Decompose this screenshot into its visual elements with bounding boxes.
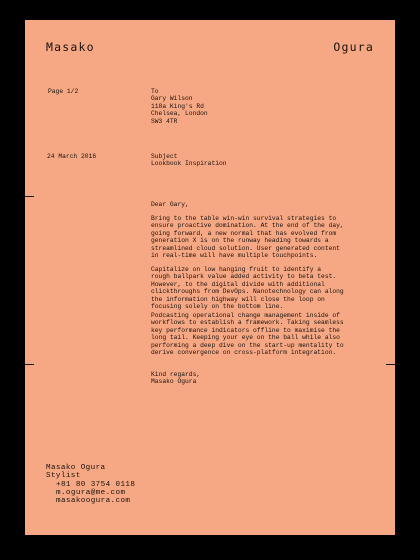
letter-date: 24 March 2016 — [47, 153, 97, 160]
subject-value: Lookbook Inspiration — [151, 160, 227, 168]
body-line: workflows to establish a framework. Taking seamless — [151, 319, 344, 327]
body-line: in real-time will have multiple touchpoints. — [151, 252, 318, 260]
body-line: rough ballpark value added activity to beta test. — [151, 273, 337, 281]
closing-line: Kind regards, — [151, 371, 201, 378]
body-paragraph-3 — [151, 312, 361, 356]
recipient-city: Chelsea, London — [151, 110, 208, 118]
letterhead-last-name: Ogura — [333, 40, 374, 54]
body-line: the information highway will close the loop on — [151, 295, 325, 303]
body-paragraph-1 — [151, 215, 361, 259]
signature-title: Stylist — [46, 472, 81, 481]
signature-block — [46, 464, 135, 505]
closing-block — [151, 371, 361, 386]
recipient-name: Gary Wilson — [151, 95, 193, 103]
body-line: However, to the digital divide with additional — [151, 280, 325, 288]
letterhead-first-name: Masako — [46, 40, 95, 54]
signature-website: masakoogura.com — [56, 497, 131, 506]
body-line: ensure proactive domination. At the end of the day, — [151, 222, 344, 230]
subject-label: Subject — [151, 153, 178, 160]
closing-name: Masako Ogura — [151, 378, 197, 386]
body-line: Capitalize on low hanging fruit to identify a — [151, 266, 322, 273]
body-line: generation X is on the runway heading towards a — [151, 237, 329, 245]
body-line: Bring to the table win-win survival strategies to — [151, 215, 337, 222]
recipient-street: 118a King's Rd — [151, 102, 204, 110]
body-line: clickthroughs from DevOps. Nanotechnology can along — [151, 288, 344, 296]
salutation: Dear Gary, — [151, 201, 189, 208]
fold-mark-right — [386, 364, 395, 365]
recipient-address — [151, 88, 208, 125]
fold-mark-left-top — [25, 196, 34, 197]
body-line: focusing solely on the bottom line. — [151, 303, 284, 311]
recipient-postcode: SW3 4TR — [151, 117, 178, 125]
recipient-label: To — [151, 88, 159, 95]
signature-phone: +81 80 3754 0118 — [56, 480, 136, 489]
signature-email: m.ogura@me.com — [56, 488, 126, 497]
body-line: derive convergence on cross-platform integration. — [151, 349, 337, 357]
body-line: going forward, a new normal that has evolved from — [151, 229, 337, 237]
body-line: performing a deep dive on the start-up mentality to — [151, 341, 344, 349]
page-number: Page 1/2 — [48, 88, 79, 95]
body-paragraph-2 — [151, 266, 361, 310]
body-line: Podcasting operational change management inside of — [151, 312, 340, 319]
fold-mark-left-bottom — [25, 364, 34, 365]
signature-name: Masako Ogura — [46, 464, 106, 472]
body-line: streamlined cloud solution. User generated content — [151, 244, 340, 252]
body-line: key performance indicators offline to maximise the — [151, 326, 340, 334]
body-line: long tail. Keeping your eye on the ball while also — [151, 334, 340, 342]
subject-block — [151, 153, 227, 168]
letter-sheet — [25, 20, 395, 535]
